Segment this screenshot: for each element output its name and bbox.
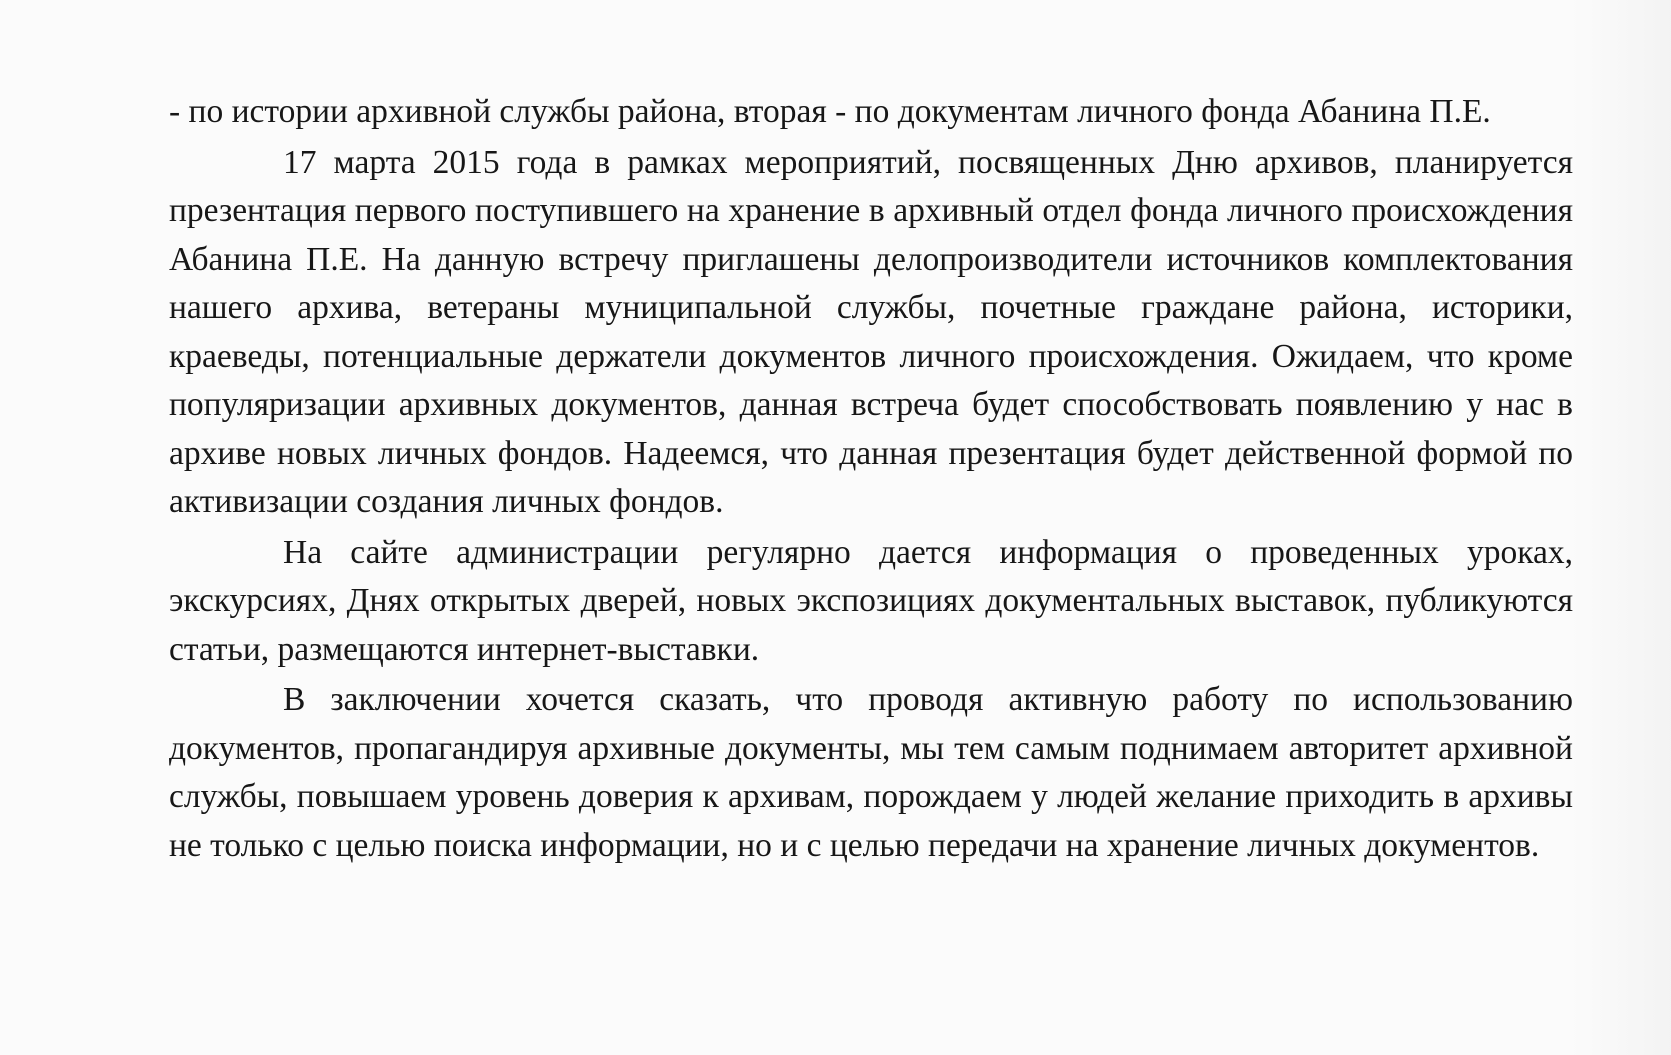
document-body xyxy=(169,88,1573,870)
paragraph-administration-website: На сайте администрации регулярно дается информация о проведенных уроках, экскурсиях, Днях открытых дверей, новых экспозициях документальных выставок, публикуются статьи, размещаются интернет-выставки. xyxy=(169,533,1573,668)
paragraph-conclusion: В заключении хочется сказать, что проводя активную работу по использованию документов, пропагандируя архивные документы, мы тем самым поднимаем авторитет архивной службы, повышаем уровень доверия к архивам, порождаем у людей желание приходить в архивы не только с целью поиска информации, но и с целью передачи на хранение личных документов. xyxy=(169,681,1573,864)
paragraph-archives-day-presentation: 17 марта 2015 года в рамках мероприятий, посвященных Дню архивов, планируется презентация первого поступившего на хранение в архивный отдел фонда личного происхождения Абанина П.Е. На данную встречу приглашены делопроизводители источников комплектования нашего архива, ветераны муниципальной службы, почетные граждане района, историки, краеведы, потенциальные держатели документов личного происхождения. Ожидаем, что кроме популяризации архивных документов, данная встреча будет способствовать появлению у нас в архиве новых личных фондов. Надеемся, что данная презентация будет действенной формой по активизации создания личных фондов. xyxy=(169,143,1573,520)
paragraph-continuation: - по истории архивной службы района, вторая - по документам личного фонда Абанина П.Е. xyxy=(169,93,1491,130)
